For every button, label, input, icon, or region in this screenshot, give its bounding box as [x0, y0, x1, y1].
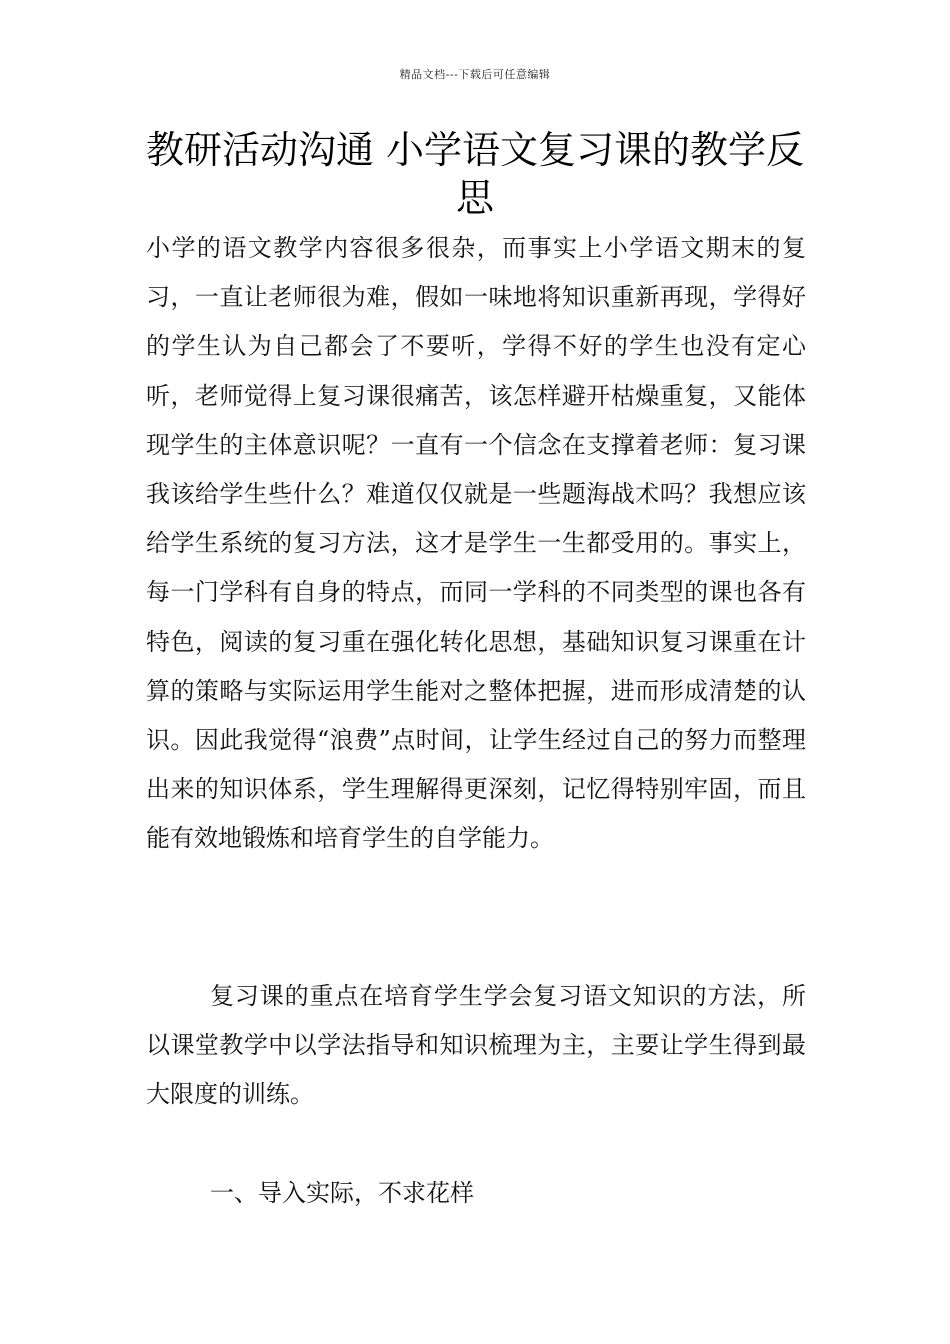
header-note: 精品文档---下载后可任意编辑 [399, 68, 551, 81]
body-paragraph-1: 小学的语文教学内容很多很杂，而事实上小学语文期末的复习，一直让老师很为难，假如一味地将知识重新再现，学得好的学生认为自己都会了不要听，学得不好的学生也没有定心听，老师觉得上复习课很痛苦，该怎样避开枯燥重复，又能体现学生的主体意识呢？一直有一个信念在支撑着老师：复习课我该给学生些什么？难道仅仅就是一些题海战术吗？我想应该给学生系统的复习方法，这才是学生一生都受用的。事实上，每一门学科有自身的特点，而同一学科的不同类型的课也各有特色，阅读的复习重在强化转化思想，基础知识复习课重在计算的策略与实际运用学生能对之整体把握，进而形成清楚的认识。因此我觉得“浪费”点时间，让学生经过自己的努力而整理出来的知识体系，学生理解得更深刻，记忆得特别牢固，而且能有效地锻炼和培育学生的自学能力。 [146, 234, 806, 853]
body-paragraph-2: 复习课的重点在培育学生学会复习语文知识的方法，所以课堂教学中以学法指导和知识梳理为主，主要让学生得到最大限度的训练。 [146, 982, 806, 1109]
section-heading-1: 一、导入实际，不求花样 [210, 1179, 474, 1207]
document-title: 教研活动沟通 小学语文复习课的教学反思 [145, 128, 805, 220]
